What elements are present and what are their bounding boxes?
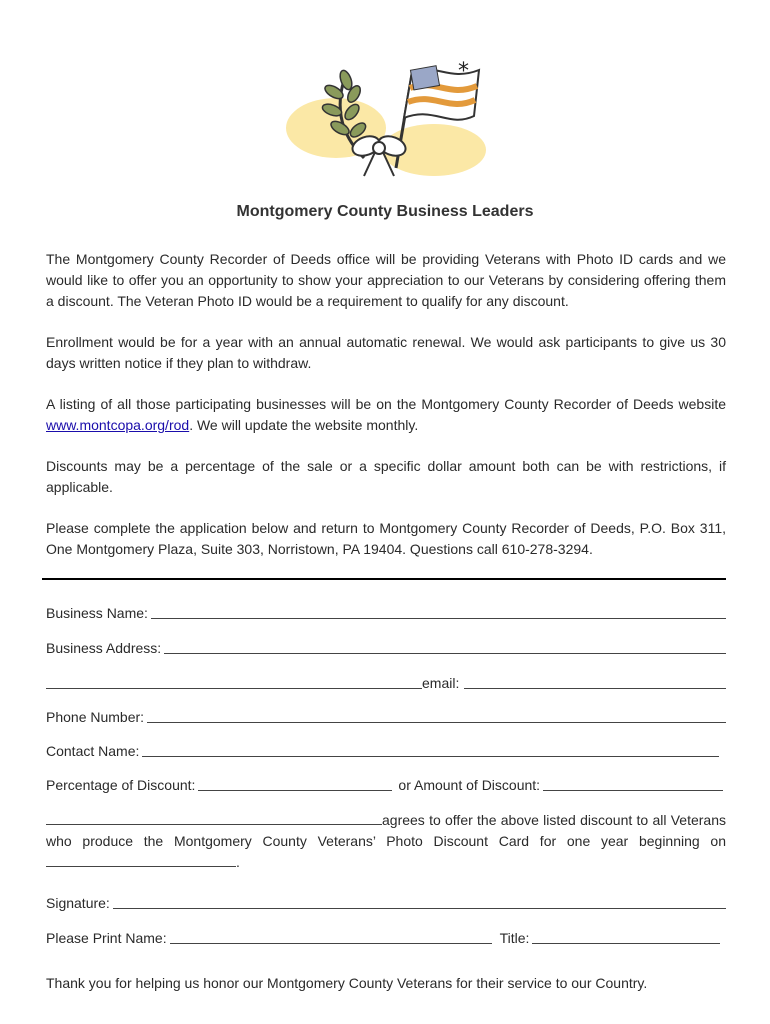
business-address-field[interactable] [164,653,726,654]
discount-row [46,775,723,795]
title-label: Title: [499,930,530,946]
print-name-label: Please Print Name: [46,930,167,946]
signature-field[interactable] [113,908,726,909]
percentage-field[interactable] [198,790,392,791]
title-field[interactable] [532,943,720,944]
phone-row [46,707,726,727]
agreement-end: . [236,854,240,870]
amount-field[interactable] [543,790,723,791]
business-name-label: Business Name: [46,605,148,621]
amount-label: or Amount of Discount: [398,777,541,793]
page-title: Montgomery County Business Leaders [236,203,534,220]
business-address-row [46,638,726,658]
phone-field[interactable] [147,722,726,723]
percentage-label: Percentage of Discount: [46,777,196,793]
contact-row [46,741,719,761]
business-name-row [46,603,726,623]
intro-paragraph: The Montgomery County Recorder of Deeds office will be providing Veterans with Photo ID cards and we would like to offer you an opportunity to show your appreciation to our Veterans by considering offering them a discount. The Veteran Photo ID would be a requirement to qualify for any discount. [46,251,726,309]
instructions-paragraph: Please complete the application below and return to Montgomery County Recorder of Deeds, P.O. Box 311, One Montgomery Plaza, Suite 303, Norristown, PA 19404. Questions call 610-278-3294. [46,520,726,557]
email-field[interactable] [464,688,726,689]
print-name-field[interactable] [170,943,492,944]
email-label: email: [422,675,460,691]
print-name-row [46,928,720,948]
website-text-before: A listing of all those participating businesses will be on the Montgomery County Recorder of Deeds website [46,396,726,412]
agreement-paragraph [46,810,726,873]
section-divider [42,578,726,580]
veterans-laurel-flag-logo [284,58,486,178]
agreement-text: agrees to offer the above listed discount to all Veterans who produce the Montgomery County Veterans’ Photo Discount Card for one year beginning on [46,812,726,849]
website-paragraph [46,394,726,436]
address-email-row [46,673,726,693]
contact-field[interactable] [142,756,719,757]
discount-paragraph: Discounts may be a percentage of the sale or a specific dollar amount both can be with restrictions, if applicable. [46,458,726,495]
phone-label: Phone Number: [46,709,145,725]
signature-label: Signature: [46,895,110,911]
contact-label: Contact Name: [46,743,140,759]
thank-you-note: Thank you for helping us honor our Montgomery County Veterans for their service to our Country. [46,975,648,991]
start-date-field[interactable] [46,852,236,867]
business-address-label: Business Address: [46,640,162,656]
agreement-business-field[interactable] [46,810,382,825]
signature-row [46,893,726,913]
website-text-after: . We will update the website monthly. [189,417,419,433]
enrollment-paragraph: Enrollment would be for a year with an annual automatic renewal. We would ask participants to give us 30 days written notice if they plan to withdraw. [46,334,726,371]
svg-text:*: * [458,59,469,84]
business-name-field[interactable] [151,618,726,619]
website-link[interactable]: www.montcopa.org/rod [46,417,190,433]
business-address-line2-field[interactable] [46,688,422,689]
